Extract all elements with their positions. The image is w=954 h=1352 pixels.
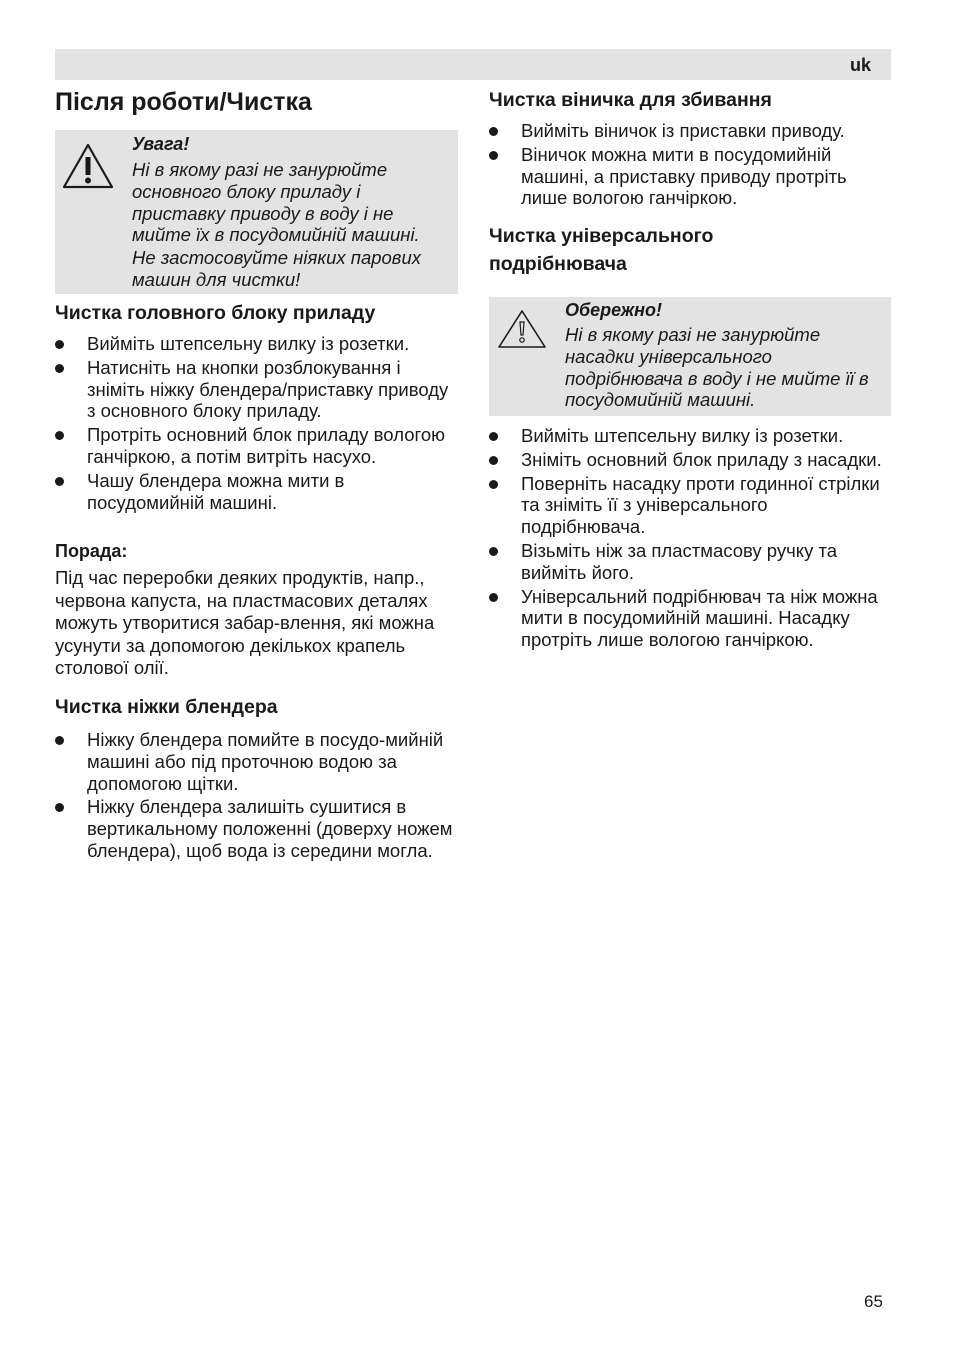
bullet-icon xyxy=(489,127,498,136)
list-item-text: Зніміть основний блок приладу з насадки. xyxy=(521,448,882,470)
section-heading: Чистка універсального подрібнювача xyxy=(489,225,714,275)
list-item-text: Натисніть на кнопки розблокування і зніміть ніжку блендера/приставку приводу з основного блоку приладу. xyxy=(87,356,449,422)
bullet-icon xyxy=(55,340,64,349)
list-item-text: Поверніть насадку проти годинної стрілки та зніміть її з універсального подрібнювача. xyxy=(521,472,880,538)
bullet-icon xyxy=(489,547,498,556)
list-item-text: Візьміть ніж за пластмасову ручку та вийміть його. xyxy=(521,539,838,583)
list-item xyxy=(489,473,891,538)
whisk-section xyxy=(489,86,891,211)
list-item xyxy=(489,120,891,142)
bullet-icon xyxy=(489,480,498,489)
bullet-icon xyxy=(489,432,498,441)
list-item xyxy=(55,357,458,422)
language-code: uk xyxy=(849,55,871,75)
blender-leg-list xyxy=(55,729,458,862)
list-item xyxy=(55,796,458,861)
list-item xyxy=(489,449,891,471)
page-title: Після роботи/Чистка xyxy=(55,88,312,116)
list-item xyxy=(489,586,891,651)
list-item-text: Універсальний подрібнювач та ніж можна мити в посудомийній машині. Насадку протріть лише вологою ганчіркою. xyxy=(521,585,878,651)
list-item-text: Вийміть штепсельну вилку із розетки. xyxy=(521,425,844,446)
list-item xyxy=(489,540,891,584)
list-item-text: Вийміть віничок із приставки приводу. xyxy=(521,120,845,141)
list-item xyxy=(489,425,891,447)
bullet-icon xyxy=(55,736,64,745)
main-unit-list xyxy=(55,333,458,513)
warning-text-2: Не застосовуйте ніяких парових машин для чистки! xyxy=(132,247,421,290)
bullet-icon xyxy=(489,593,498,602)
bullet-icon xyxy=(489,151,498,160)
main-unit-section xyxy=(55,299,458,515)
page-number: 65 xyxy=(864,1292,883,1311)
list-item-text: Чашу блендера можна мити в посудомийній машині. xyxy=(87,469,345,513)
tip-text: Під час переробки деяких продуктів, напр., червона капуста, на пластмасових деталях можуть утворитися забар-влення, які можна усунути за допомогою декількох крапель столової олії. xyxy=(55,567,435,679)
bullet-icon xyxy=(55,803,64,812)
bullet-icon xyxy=(55,431,64,440)
list-item xyxy=(55,424,458,468)
list-item-text: Ніжку блендера помийте в посудо-мийній машині або під проточною водою за допомогою щітки. xyxy=(87,729,444,794)
section-heading: Чистка ніжки блендера xyxy=(55,696,278,718)
header-bar xyxy=(55,49,891,80)
warning-icon xyxy=(61,142,115,195)
bullet-icon xyxy=(489,456,498,465)
list-item xyxy=(489,144,891,209)
bullet-icon xyxy=(55,477,64,486)
list-item-text: Ніжку блендера залишіть сушитися в вертикальному положенні (доверху ножем блендера), щоб вода із середини могла. xyxy=(87,796,453,861)
warning-box xyxy=(55,130,458,294)
caution-icon xyxy=(495,308,549,355)
chopper-section xyxy=(489,222,891,653)
list-item xyxy=(55,729,458,794)
chopper-list xyxy=(489,425,891,651)
warning-text: Ні в якому разі не занурюйте основного блоку приладу і приставку приводу в воду і не мийте їх в посудомийній машині. xyxy=(132,159,420,246)
section-heading: Чистка головного блоку приладу xyxy=(55,302,376,324)
list-item xyxy=(55,333,458,355)
list-item-text: Протріть основний блок приладу вологою ганчіркою, а потім витріть насухо. xyxy=(87,424,445,467)
caution-title: Обережно! xyxy=(565,300,663,320)
bullet-icon xyxy=(55,364,64,373)
caution-box xyxy=(489,297,891,416)
blender-leg-section xyxy=(55,693,458,864)
tip-label: Порада: xyxy=(55,541,128,561)
warning-title: Увага! xyxy=(132,134,190,154)
list-item xyxy=(55,470,458,514)
list-item-text: Вийміть штепсельну вилку із розетки. xyxy=(87,333,410,354)
section-heading: Чистка віничка для збивання xyxy=(489,89,772,111)
list-item-text: Віничок можна мити в посудомийній машині, а приставку приводу протріть лише вологою ганчіркою. xyxy=(521,143,847,209)
whisk-list xyxy=(489,120,891,209)
tip-block xyxy=(55,541,458,680)
caution-text: Ні в якому разі не занурюйте насадки універсального подрібнювача в воду і не мийте її в посудомийній машині. xyxy=(565,324,869,411)
